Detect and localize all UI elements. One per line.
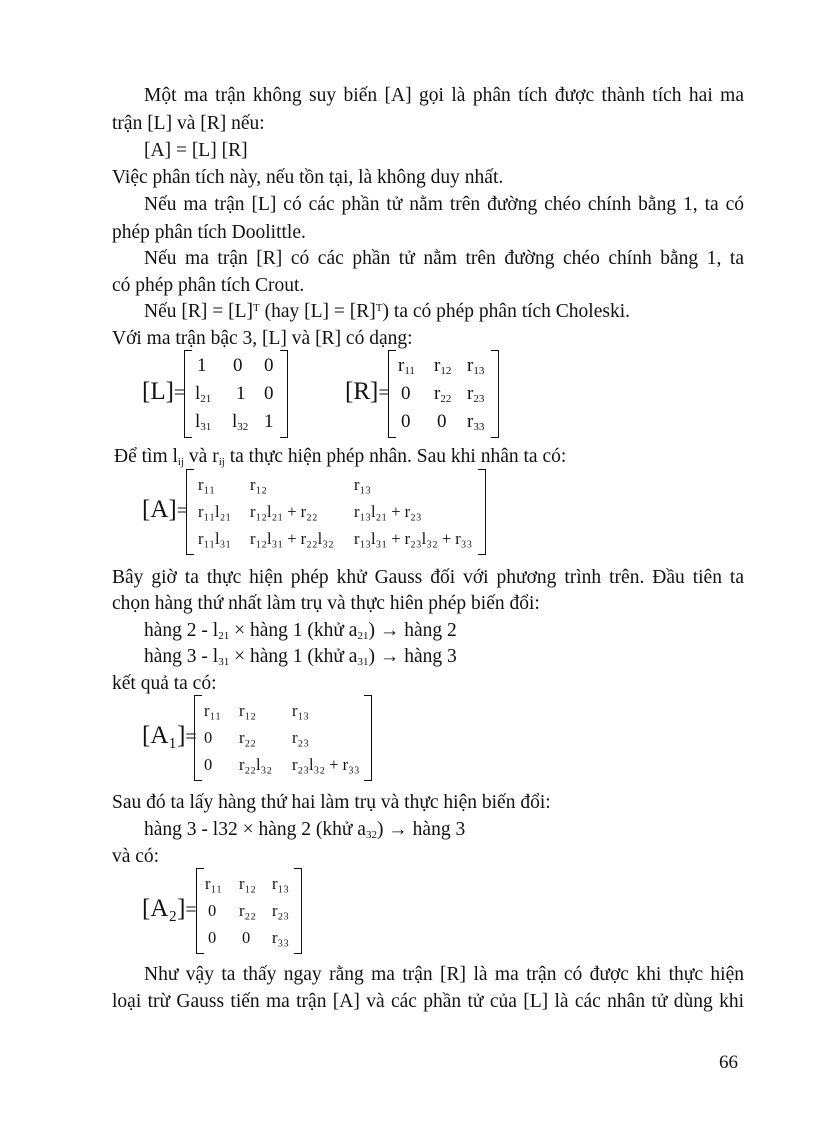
paragraph-line: kết quả ta có: <box>112 673 217 694</box>
subscript: 31 <box>357 656 369 668</box>
paragraph-line: Việc phân tích này, nếu tồn tại, là không duy nhất. <box>112 167 504 188</box>
matrix-cell: r₁₃l₂₁ + r₂₃ <box>354 502 422 521</box>
matrix-cell: 0 <box>401 383 411 404</box>
subscript: 32 <box>365 829 377 841</box>
matrix-r <box>345 350 500 438</box>
paragraph-line: Với ma trận bậc 3, [L] và [R] có dạng: <box>112 328 413 349</box>
paragraph-line: Nếu ma trận [R] có các phần tử nằm trên đường chéo chính bằng 1, ta <box>144 248 744 269</box>
subscript: 21 <box>218 630 230 642</box>
matrix-cell: r₁₂l₂₁ + r₂₂ <box>250 502 318 521</box>
text-run: hàng 2 - l <box>144 620 219 641</box>
matrix-label: [L]= <box>142 378 186 405</box>
paragraph-line: và có: <box>112 846 160 867</box>
matrix-cell: r₁₃ <box>272 874 289 893</box>
paragraph-line: Nếu ma trận [L] có các phần tử nằm trên đường chéo chính bằng 1, ta có <box>144 194 744 215</box>
text-run: Nếu [R] = [L] <box>144 301 254 322</box>
paragraph-line: Sau đó ta lấy hàng thứ hai làm trụ và thực hiện biến đổi: <box>112 792 551 813</box>
matrix-label: [R]= <box>345 378 390 405</box>
matrix-cell: 0 <box>233 355 243 376</box>
paragraph-line <box>144 299 744 325</box>
subscript: ij <box>218 456 225 468</box>
text-run: ) → hàng 3 <box>376 819 466 840</box>
matrix-cell: 0 <box>208 901 217 920</box>
right-bracket <box>364 695 372 781</box>
matrix-label: [A]= <box>142 496 188 523</box>
paragraph-line <box>114 444 746 470</box>
matrix-l <box>142 350 292 438</box>
equation-a-lr: [A] = [L] [R] <box>144 140 248 161</box>
text-run: hàng 3 - l32 × hàng 2 (khử a <box>144 819 366 840</box>
text-run: ) ta có phép phân tích Choleski. <box>382 301 631 322</box>
text-run: ) → hàng 3 <box>368 646 457 667</box>
matrix-cell: r₁₁l₂₁ <box>198 502 232 521</box>
text-run: Để tìm l <box>114 446 178 467</box>
matrix-cell: 0 <box>204 728 213 747</box>
matrix-cell: $l_{21}$ <box>195 383 212 405</box>
matrix-cell: r₁₃l₃₁ + r₂₃l₃₂ + r₃₃ <box>354 529 473 548</box>
matrix-cell: r₂₂ <box>239 901 256 920</box>
left-bracket <box>388 350 396 438</box>
left-bracket <box>186 469 194 555</box>
paragraph-line: Như vậy ta thấy ngay rằng ma trận [R] là ma trận có được khi thực hiện <box>144 964 744 985</box>
matrix-cell: r₁₁ <box>198 475 215 494</box>
matrix-cell: 0 <box>264 383 274 404</box>
paragraph-line: Một ma trận không suy biến [A] gọi là phân tích được thành tích hai ma <box>144 85 744 106</box>
elimination-step <box>144 817 744 843</box>
subscript: 31 <box>218 656 230 668</box>
matrix-cell: r₁₃ <box>292 701 309 720</box>
matrix-cell: $r_{13}$ <box>467 355 485 377</box>
elimination-step <box>144 618 744 644</box>
matrix-label: [A₁]= <box>142 722 197 749</box>
matrix-cell: 0 <box>401 411 411 432</box>
matrix-cell: $l_{31}$ <box>195 411 212 433</box>
matrix-cell: r₂₃ <box>272 901 289 920</box>
right-bracket <box>294 868 302 954</box>
left-bracket <box>194 695 202 781</box>
matrix-cell: $r_{23}$ <box>467 383 485 405</box>
text-run: × hàng 1 (khử a <box>229 620 358 641</box>
matrix-cell: r₁₂ <box>239 874 256 893</box>
matrix-cell: 0 <box>437 411 447 432</box>
text-run: ) → hàng 2 <box>368 620 457 641</box>
matrix-cell: 1 <box>236 383 246 404</box>
text-run: (hay [L] = [R] <box>259 301 376 322</box>
left-bracket <box>184 350 192 438</box>
left-bracket <box>196 868 204 954</box>
paragraph-line: có phép phân tích Crout. <box>112 275 305 296</box>
superscript: T <box>253 302 260 314</box>
matrix-cell: r₂₂l₃₂ <box>239 755 273 774</box>
page-number: 66 <box>719 1052 738 1073</box>
subscript: ij <box>177 456 185 468</box>
paragraph-line: chọn hàng thứ nhất làm trụ và thực hiên phép biến đổi: <box>112 593 540 614</box>
matrix-cell: r₁₂l₃₁ + r₂₂l₃₂ <box>250 529 334 548</box>
matrix-cell: 1 <box>264 411 274 432</box>
paragraph-line: Bây giờ ta thực hiện phép khử Gauss đối với phương trình trên. Đầu tiên ta <box>112 567 744 588</box>
right-bracket <box>491 350 499 438</box>
matrix-cell: r₂₃l₃₂ + r₃₃ <box>292 755 360 774</box>
matrix-cell: r₁₃ <box>354 475 371 494</box>
matrix-cell: 1 <box>197 355 207 376</box>
matrix-cell: $r_{11}$ <box>398 355 415 377</box>
text-run: hàng 3 - l <box>144 646 219 667</box>
text-run: và r <box>184 446 219 467</box>
matrix-cell: $l_{32}$ <box>232 411 249 433</box>
matrix-cell: r₁₁ <box>204 701 221 720</box>
matrix-cell: $r_{12}$ <box>434 355 452 377</box>
paragraph-line: phép phân tích Doolittle. <box>112 222 306 243</box>
superscript: T <box>375 302 383 314</box>
matrix-cell: 0 <box>208 928 217 947</box>
text-run: ta thực hiện phép nhân. Sau khi nhân ta có: <box>224 446 567 467</box>
matrix-cell: 0 <box>204 755 213 774</box>
right-bracket <box>280 350 288 438</box>
matrix-label: [A₂]= <box>142 895 197 922</box>
matrix-cell: r₂₃ <box>292 728 309 747</box>
matrix-cell: 0 <box>242 928 251 947</box>
text-run: × hàng 1 (khử a <box>229 646 358 667</box>
matrix-a2 <box>142 868 307 954</box>
matrix-a <box>142 469 492 555</box>
matrix-cell: r₁₁l₃₁ <box>198 529 232 548</box>
matrix-cell: r₃₃ <box>272 928 289 947</box>
matrix-a1 <box>142 695 378 781</box>
right-bracket <box>478 469 486 555</box>
matrix-cell: 0 <box>264 355 274 376</box>
paragraph-line: loại trừ Gauss tiến ma trận [A] và các phần tử của [L] là các nhân tử dùng khi <box>112 991 744 1012</box>
matrix-cell: r₁₁ <box>205 874 222 893</box>
elimination-step <box>144 644 744 670</box>
paragraph-line: trận [L] và [R] nếu: <box>112 113 265 134</box>
matrix-cell: $r_{22}$ <box>434 383 452 405</box>
subscript: 21 <box>357 630 369 642</box>
matrix-cell: r₁₂ <box>239 701 256 720</box>
matrix-cell: $r_{33}$ <box>467 411 485 433</box>
matrix-cell: r₂₂ <box>239 728 256 747</box>
matrix-cell: r₁₂ <box>250 475 267 494</box>
